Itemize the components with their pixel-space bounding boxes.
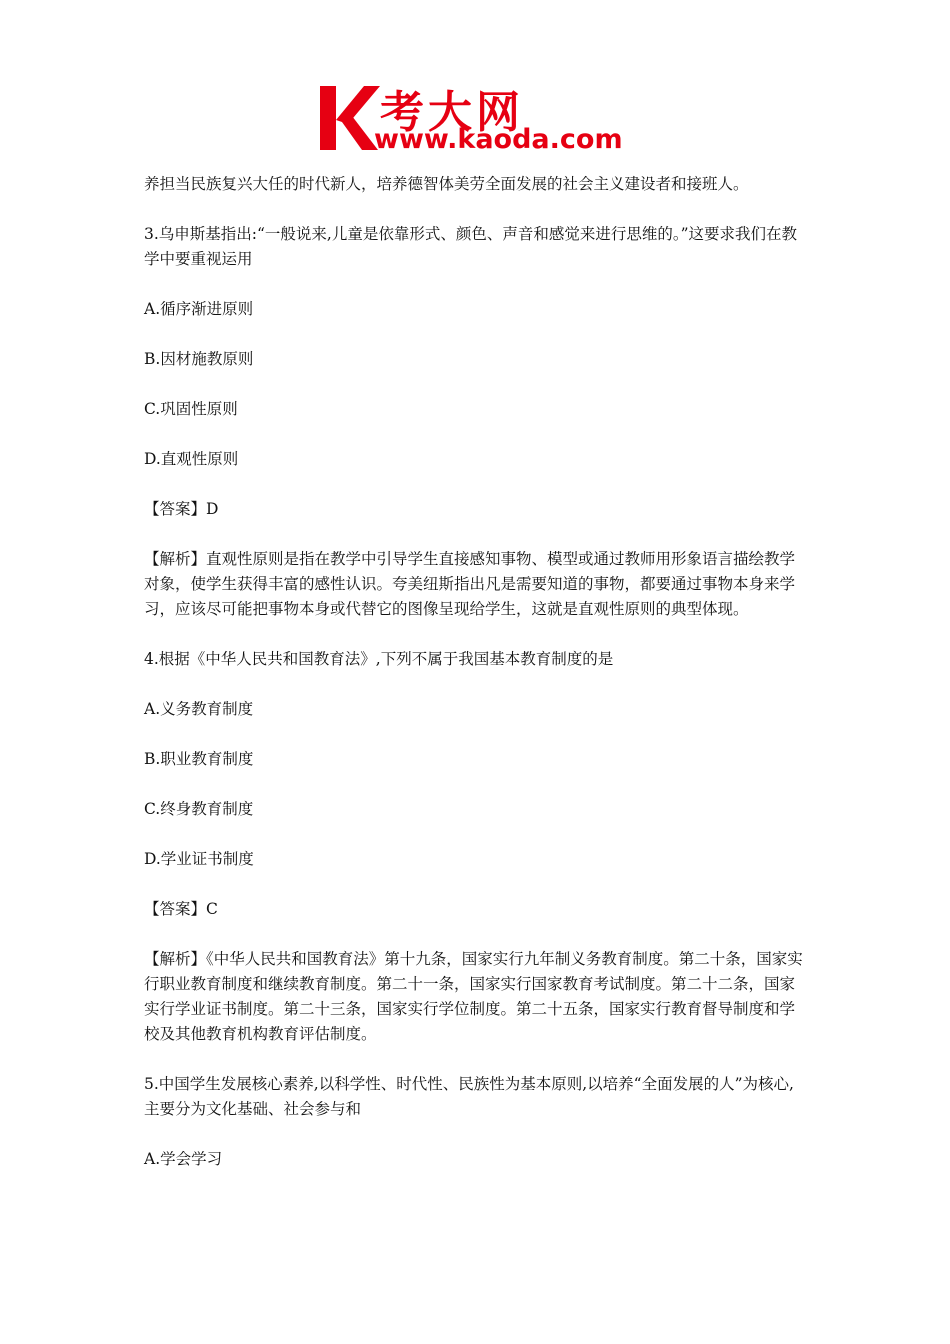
logo-brand-text: 考大网: [380, 87, 524, 138]
q4-option-c: C.终身教育制度: [144, 800, 254, 818]
q3-option-b: B.因材施教原则: [144, 350, 254, 368]
k-logo-icon: [318, 86, 380, 150]
q4-analysis: 【解析】《中华人民共和国教育法》第十九条，国家实行九年制义务教育制度。第二十条，国家实行职业教育制度和继续教育制度。第二十一条，国家实行国家教育考试制度。第二十二条，国家实行学业证书制度。第二十三条，国家实行学位制度。第二十五条，国家实行教育督导制度和学校及其他教育机构教育评估制度。: [144, 950, 803, 1043]
q4-answer: 【答案】C: [144, 900, 218, 918]
document-body: [144, 172, 808, 1172]
q3-option-a: A.循序渐进原则: [144, 300, 254, 318]
q3-analysis: 【解析】直观性原则是指在教学中引导学生直接感知事物、模型或通过教师用形象语言描绘教学对象，使学生获得丰富的感性认识。夸美纽斯指出凡是需要知道的事物，都要通过事物本身来学习，应该尽可能把事物本身或代替它的图像呈现给学生，这就是直观性原则的典型体现。: [144, 550, 796, 618]
question-4: 4.根据《中华人民共和国教育法》,下列不属于我国基本教育制度的是: [144, 650, 614, 668]
question-3: 3.乌申斯基指出:“一般说来,儿童是依靠形式、颜色、声音和感觉来进行思维的。”这要求我们在教学中要重视运用: [144, 225, 798, 268]
q4-option-d: D.学业证书制度: [144, 850, 254, 868]
q3-answer: 【答案】D: [144, 500, 219, 518]
q4-option-b: B.职业教育制度: [144, 750, 254, 768]
logo-url-text: www.kaoda.com: [374, 124, 623, 155]
question-5: 5.中国学生发展核心素养,以科学性、时代性、民族性为基本原则,以培养“全面发展的人”为核心,主要分为文化基础、社会参与和: [144, 1075, 794, 1118]
q3-option-c: C.巩固性原则: [144, 400, 238, 418]
q3-option-d: D.直观性原则: [144, 450, 239, 468]
q4-option-a: A.义务教育制度: [144, 700, 254, 718]
paragraph-intro: 养担当民族复兴大任的时代新人，培养德智体美劳全面发展的社会主义建设者和接班人。: [144, 175, 749, 193]
q5-option-a: A.学会学习: [144, 1150, 223, 1168]
kaoda-logo: [318, 80, 638, 160]
